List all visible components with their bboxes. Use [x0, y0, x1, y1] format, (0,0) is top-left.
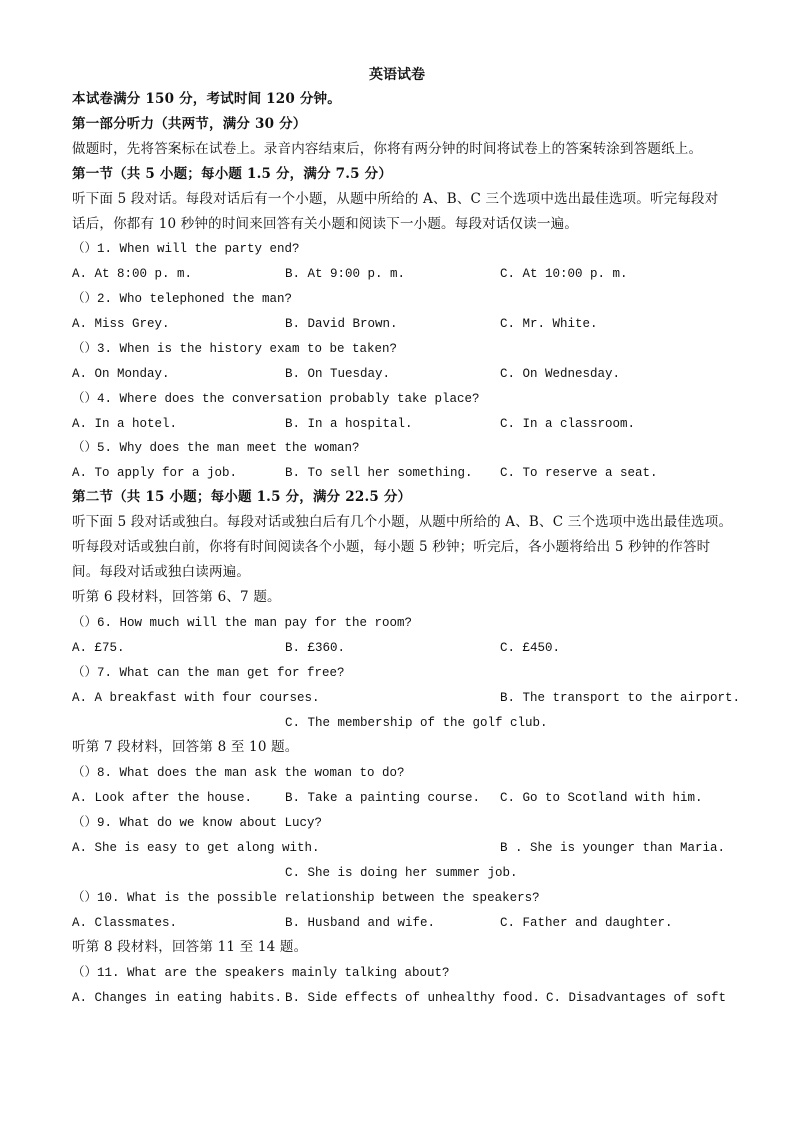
question-2: （）2. Who telephoned the man?: [72, 292, 293, 306]
material-7-heading: 听第 7 段材料，回答第 8 至 10 题。: [72, 739, 299, 755]
q7-option-b: B. The transport to the airport.: [500, 691, 741, 705]
section2-instruction-3: 间。每段对话或独白读两遍。: [72, 564, 251, 580]
q6-option-b: B. £360.: [285, 641, 346, 655]
part1-instruction: 做题时，先将答案标在试卷上。录音内容结束后，你将有两分钟的时间将试卷上的答案转涂到答题纸上。: [72, 141, 703, 157]
q5-option-c: C. To reserve a seat.: [500, 466, 658, 480]
q2-option-b: B. David Brown.: [285, 317, 398, 331]
q6-option-c: C. £450.: [500, 641, 561, 655]
q3-option-b: B. On Tuesday.: [285, 367, 391, 381]
question-11: （）11. What are the speakers mainly talking about?: [72, 966, 450, 980]
q4-option-b: B. In a hospital.: [285, 417, 413, 431]
q3-option-c: C. On Wednesday.: [500, 367, 621, 381]
section2-heading: 第二节（共 15 小题；每小题 1.5 分，满分 22.5 分）: [72, 489, 412, 505]
q8-option-c: C. Go to Scotland with him.: [500, 791, 703, 805]
q3-option-a: A. On Monday.: [72, 367, 170, 381]
question-4: （）4. Where does the conversation probably take place?: [72, 392, 480, 406]
page-title: 英语试卷: [369, 67, 425, 83]
question-10: （）10. What is the possible relationship between the speakers?: [72, 891, 540, 905]
q10-option-c: C. Father and daughter.: [500, 916, 673, 930]
question-6: （）6. How much will the man pay for the room?: [72, 616, 413, 630]
question-5: （）5. Why does the man meet the woman?: [72, 441, 360, 455]
q5-option-a: A. To apply for a job.: [72, 466, 238, 480]
q10-option-b: B. Husband and wife.: [285, 916, 436, 930]
q9-option-c: C. She is doing her summer job.: [285, 866, 518, 880]
section2-instruction-2: 听每段对话或独白前，你将有时间阅读各个小题，每小题 5 秒钟；听完后，各小题将给出 5 秒钟的作答时: [72, 539, 711, 555]
q1-option-b: B. At 9:00 p. m.: [285, 267, 406, 281]
q4-option-a: A. In a hotel.: [72, 417, 178, 431]
question-9: （）9. What do we know about Lucy?: [72, 816, 323, 830]
q1-option-a: A. At 8:00 p. m.: [72, 267, 193, 281]
q1-option-c: C. At 10:00 p. m.: [500, 267, 628, 281]
q11-option-c: C. Disadvantages of soft: [546, 991, 727, 1005]
q7-option-c: C. The membership of the golf club.: [285, 716, 548, 730]
q9-option-a: A. She is easy to get along with.: [72, 841, 320, 855]
q5-option-b: B. To sell her something.: [285, 466, 473, 480]
q7-option-a: A. A breakfast with four courses.: [72, 691, 320, 705]
part1-heading: 第一部分听力（共两节，满分 30 分）: [72, 116, 307, 132]
section2-instruction-1: 听下面 5 段对话或独白。每段对话或独白后有几个小题，从题中所给的 A、B、C 三个选项中选出最佳选项。: [72, 514, 733, 530]
q9-option-b: B . She is younger than Maria.: [500, 841, 726, 855]
q8-option-a: A. Look after the house.: [72, 791, 253, 805]
section1-instruction-1: 听下面 5 段对话。每段对话后有一个小题，从题中所给的 A、B、C 三个选项中选出最佳选项。听完每段对: [72, 191, 719, 207]
q4-option-c: C. In a classroom.: [500, 417, 636, 431]
section1-heading: 第一节（共 5 小题；每小题 1.5 分，满分 7.5 分）: [72, 166, 393, 182]
q10-option-a: A. Classmates.: [72, 916, 178, 930]
question-1: （）1. When will the party end?: [72, 242, 300, 256]
question-3: （）3. When is the history exam to be taken?: [72, 342, 398, 356]
question-7: （）7. What can the man get for free?: [72, 666, 345, 680]
section1-instruction-2: 话后，你都有 10 秒钟的时间来回答有关小题和阅读下一小题。每段对话仅读一遍。: [72, 216, 579, 232]
q6-option-a: A. £75.: [72, 641, 125, 655]
q2-option-a: A. Miss Grey.: [72, 317, 170, 331]
material-8-heading: 听第 8 段材料，回答第 11 至 14 题。: [72, 939, 308, 955]
question-8: （）8. What does the man ask the woman to do?: [72, 766, 405, 780]
material-6-heading: 听第 6 段材料，回答第 6、7 题。: [72, 589, 281, 605]
exam-intro: 本试卷满分 150 分，考试时间 120 分钟。: [72, 91, 341, 107]
q11-option-a: A. Changes in eating habits.: [72, 991, 283, 1005]
q2-option-c: C. Mr. White.: [500, 317, 598, 331]
q8-option-b: B. Take a painting course.: [285, 791, 481, 805]
q11-option-b: B. Side effects of unhealthy food.: [285, 991, 541, 1005]
